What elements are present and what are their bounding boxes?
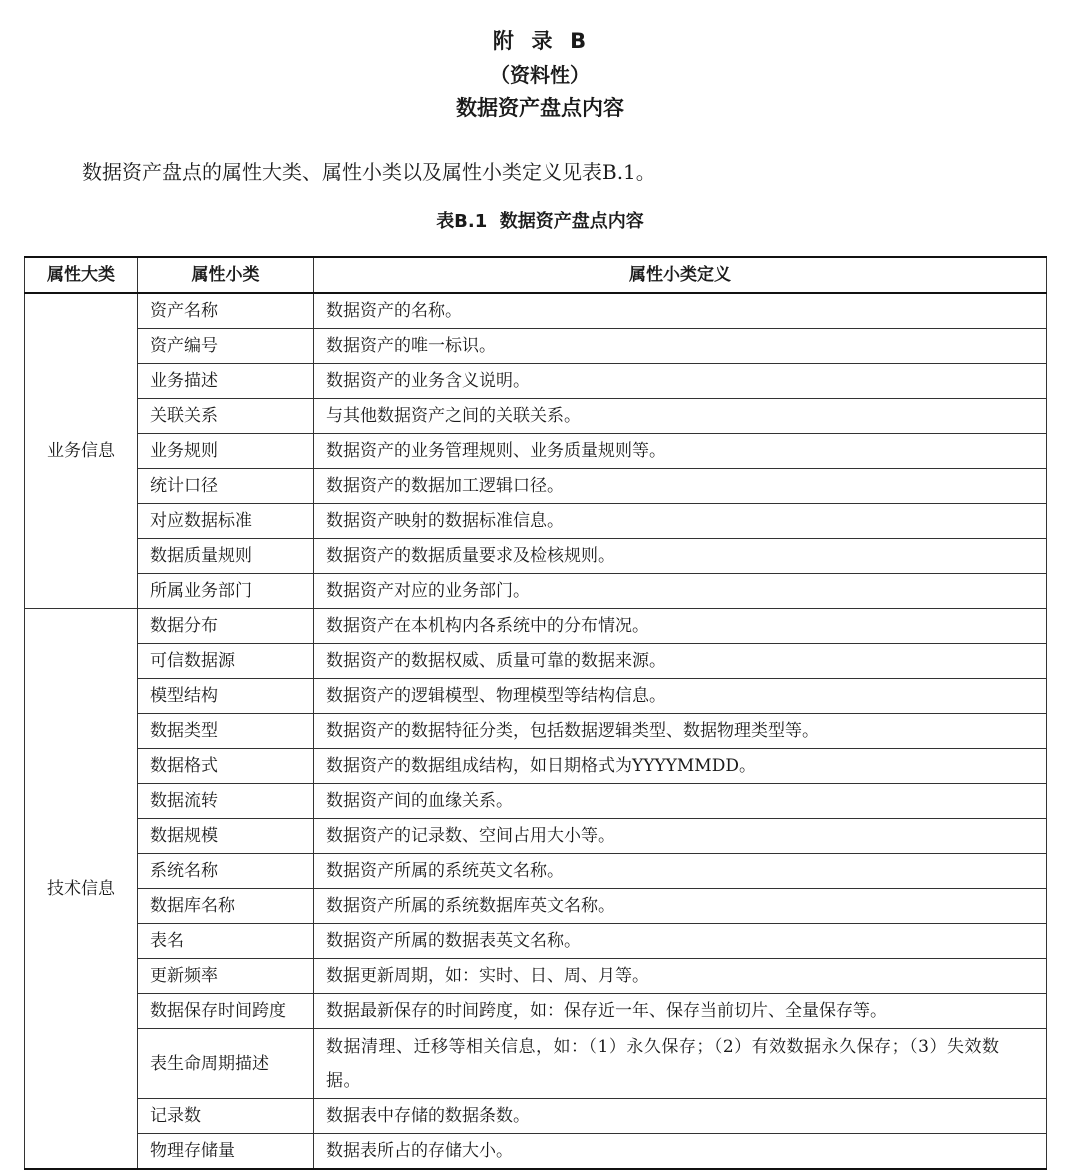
- table-row: [25, 819, 1047, 854]
- table-caption: 表B.1 数据资产盘点内容: [436, 211, 644, 232]
- attribute-definition-cell: 数据资产所属的系统英文名称。: [314, 854, 1047, 889]
- attribute-definition-cell: 数据资产对应的业务部门。: [314, 574, 1047, 609]
- attribute-name-cell: 可信数据源: [138, 644, 314, 679]
- attribute-definition-cell: 数据资产的数据加工逻辑口径。: [314, 469, 1047, 504]
- table-row: [25, 574, 1047, 609]
- table-row: [25, 959, 1047, 994]
- attribute-name-cell: 表名: [138, 924, 314, 959]
- attribute-definition-cell: 数据资产的数据特征分类，包括数据逻辑类型、数据物理类型等。: [314, 714, 1047, 749]
- attribute-name-cell: 业务规则: [138, 434, 314, 469]
- table-row: [25, 469, 1047, 504]
- attribute-definition-cell: 数据资产的唯一标识。: [314, 329, 1047, 364]
- appendix-nature: （资料性）: [490, 63, 590, 87]
- attribute-definition-cell: 数据表所占的存储大小。: [314, 1134, 1047, 1170]
- table-row: [25, 854, 1047, 889]
- attribute-definition-cell: 数据更新周期，如：实时、日、周、月等。: [314, 959, 1047, 994]
- attribute-name-cell: 记录数: [138, 1099, 314, 1134]
- attribute-name-cell: 模型结构: [138, 679, 314, 714]
- attribute-name-cell: 数据流转: [138, 784, 314, 819]
- header-category: 属性大类: [25, 257, 138, 293]
- table-body: [25, 293, 1047, 1169]
- attribute-name-cell: 表生命周期描述: [138, 1029, 314, 1099]
- table-row: [25, 399, 1047, 434]
- attribute-name-cell: 对应数据标准: [138, 504, 314, 539]
- table-row: [25, 889, 1047, 924]
- table-row: [25, 539, 1047, 574]
- attribute-name-cell: 数据质量规则: [138, 539, 314, 574]
- attribute-definition-cell: 与其他数据资产之间的关联关系。: [314, 399, 1047, 434]
- inventory-table: [24, 256, 1047, 1170]
- table-row: [25, 784, 1047, 819]
- attribute-name-cell: 关联关系: [138, 399, 314, 434]
- table-row: [25, 1029, 1047, 1099]
- attribute-definition-cell: 数据资产的数据权威、质量可靠的数据来源。: [314, 644, 1047, 679]
- attribute-name-cell: 系统名称: [138, 854, 314, 889]
- attribute-definition-cell: 数据资产的业务管理规则、业务质量规则等。: [314, 434, 1047, 469]
- attribute-name-cell: 数据保存时间跨度: [138, 994, 314, 1029]
- attribute-definition-cell: 数据资产映射的数据标准信息。: [314, 504, 1047, 539]
- table-row: [25, 924, 1047, 959]
- attribute-name-cell: 数据类型: [138, 714, 314, 749]
- attribute-definition-cell: 数据资产的数据组成结构，如日期格式为YYYYMMDD。: [314, 749, 1047, 784]
- table-row: [25, 749, 1047, 784]
- table-row: [25, 1099, 1047, 1134]
- attribute-definition-cell: 数据资产的名称。: [314, 293, 1047, 329]
- header-definition: 属性小类定义: [314, 257, 1047, 293]
- attribute-definition-cell: 数据清理、迁移等相关信息，如：（1）永久保存；（2）有效数据永久保存；（3）失效数据。: [314, 1029, 1047, 1099]
- header-attribute: 属性小类: [138, 257, 314, 293]
- intro-paragraph: 数据资产盘点的属性大类、属性小类以及属性小类定义见表B.1。: [82, 160, 656, 184]
- table-row: [25, 293, 1047, 329]
- table-row: [25, 644, 1047, 679]
- table-row: [25, 679, 1047, 714]
- category-cell: 技术信息: [25, 609, 138, 1170]
- attribute-definition-cell: 数据资产间的血缘关系。: [314, 784, 1047, 819]
- attribute-name-cell: 统计口径: [138, 469, 314, 504]
- table-row: [25, 994, 1047, 1029]
- attribute-definition-cell: 数据资产所属的数据表英文名称。: [314, 924, 1047, 959]
- attribute-definition-cell: 数据资产的逻辑模型、物理模型等结构信息。: [314, 679, 1047, 714]
- attribute-name-cell: 数据规模: [138, 819, 314, 854]
- attribute-definition-cell: 数据资产的业务含义说明。: [314, 364, 1047, 399]
- table-header-row: [25, 257, 1047, 293]
- attribute-name-cell: 更新频率: [138, 959, 314, 994]
- attribute-definition-cell: 数据资产的数据质量要求及检核规则。: [314, 539, 1047, 574]
- attribute-name-cell: 资产编号: [138, 329, 314, 364]
- attribute-definition-cell: 数据资产所属的系统数据库英文名称。: [314, 889, 1047, 924]
- attribute-name-cell: 数据库名称: [138, 889, 314, 924]
- attribute-definition-cell: 数据资产在本机构内各系统中的分布情况。: [314, 609, 1047, 644]
- category-cell: 业务信息: [25, 293, 138, 609]
- attribute-name-cell: 资产名称: [138, 293, 314, 329]
- attribute-name-cell: 数据分布: [138, 609, 314, 644]
- attribute-name-cell: 数据格式: [138, 749, 314, 784]
- table-row: [25, 609, 1047, 644]
- attribute-name-cell: 物理存储量: [138, 1134, 314, 1170]
- attribute-definition-cell: 数据最新保存的时间跨度，如：保存近一年、保存当前切片、全量保存等。: [314, 994, 1047, 1029]
- table-row: [25, 434, 1047, 469]
- attribute-name-cell: 所属业务部门: [138, 574, 314, 609]
- table-row: [25, 364, 1047, 399]
- attribute-name-cell: 业务描述: [138, 364, 314, 399]
- table-row: [25, 504, 1047, 539]
- table-row: [25, 329, 1047, 364]
- attribute-definition-cell: 数据资产的记录数、空间占用大小等。: [314, 819, 1047, 854]
- table-row: [25, 714, 1047, 749]
- appendix-label: 附 录 B: [492, 29, 588, 53]
- attribute-definition-cell: 数据表中存储的数据条数。: [314, 1099, 1047, 1134]
- appendix-title: 数据资产盘点内容: [456, 96, 624, 120]
